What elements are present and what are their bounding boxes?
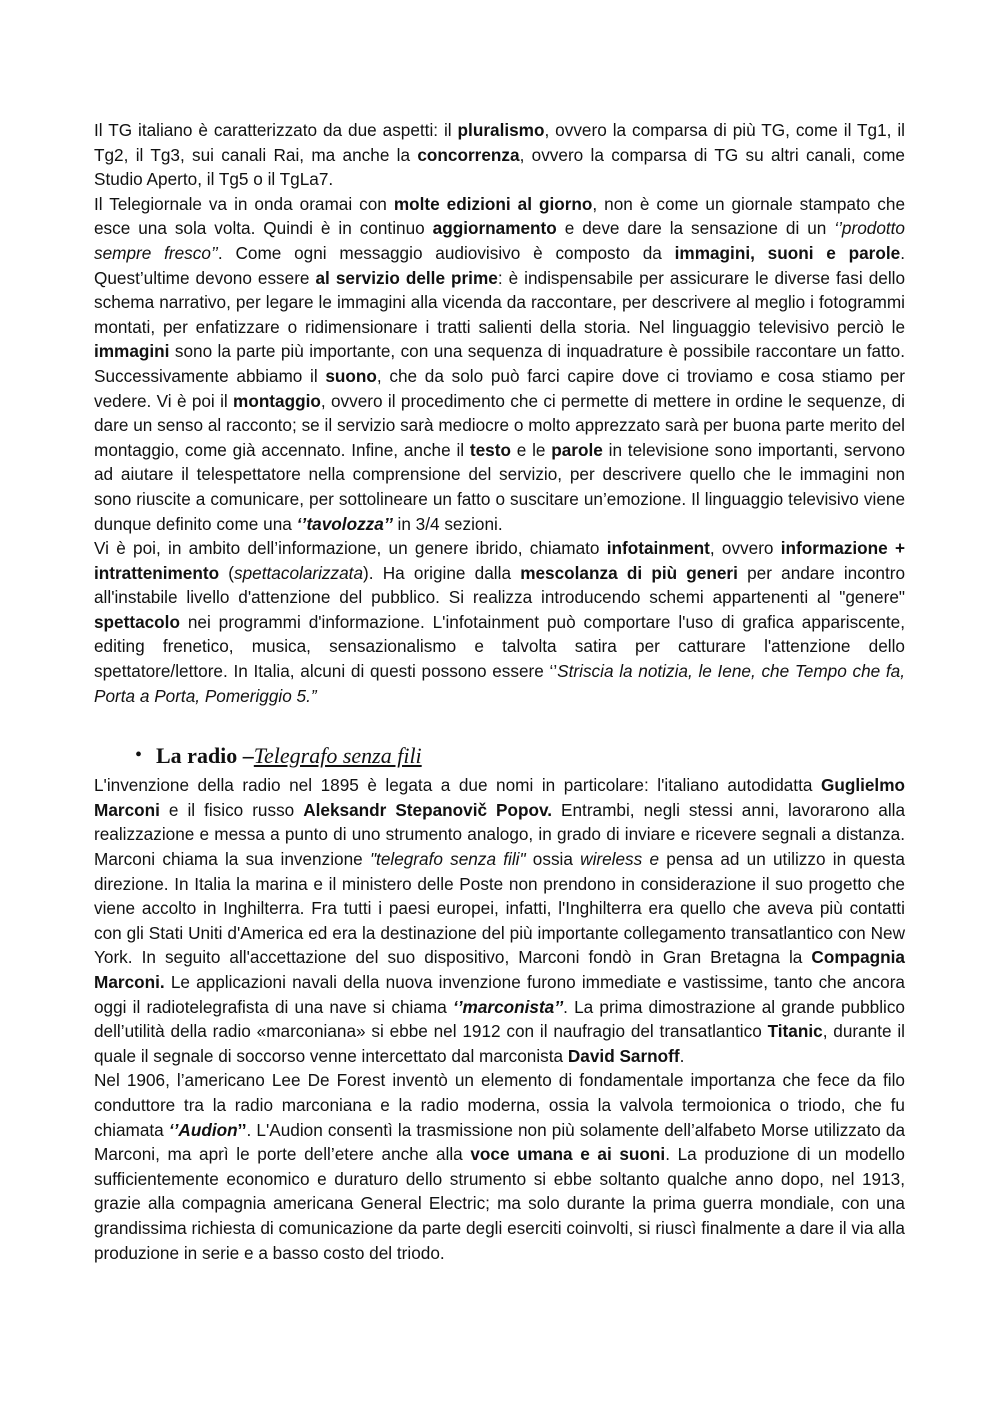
emphasis-run: immagini (94, 341, 170, 362)
text-run: per andare incontro all'instabile livello d'attenzione del pubblico. Si realizza introducendo schemi appartenenti al "genere" (94, 562, 906, 608)
text-run: Le applicazioni navali della nuova invenzione furono immediate e vastissime, tanto che ancora oggi il radiotelegrafista di una nave si chiama (94, 972, 905, 1017)
text-run: Entrambi, negli stessi anni, lavorarono alla realizzazione e messa a punto di uno strumento analogo, in grado di inviare e ricevere segnali a distanza. Marconi chiama la sua invenzione (94, 799, 906, 870)
text-run: , ovvero la comparsa di TG su altri canali, come Studio Aperto, il Tg5 o il TgLa7. (94, 144, 905, 190)
bullet-icon: • (134, 744, 142, 767)
emphasis-run: mescolanza di più generi (520, 562, 738, 583)
text-run: , ovvero (709, 538, 781, 559)
radio-section (94, 773, 905, 1265)
emphasis-run: wireless e (580, 849, 660, 870)
emphasis-run: spettacolo (94, 611, 180, 632)
emphasis-run: Titanic (767, 1021, 823, 1042)
document-page (94, 118, 905, 1265)
text-run: Nel 1906, l’americano Lee De Forest inventò un elemento di fondamentale importanza che fece da filo conduttore tra la radio marconiana e la radio moderna, ossia la valvola termoionica o triodo, che fu chiamata (94, 1070, 905, 1140)
text-run: Il TG italiano è caratterizzato da due aspetti: il (94, 120, 458, 140)
text-run: e le (510, 439, 552, 460)
text-run: , ovvero il procedimento che ci permette di mettere in ordine le sequenze, di dare un senso al racconto; se il servizio sarà mediocre o molto apprezzato sarà per buona parte merito del montaggio, come già accennato. Infine, anche il (94, 390, 905, 460)
paragraph-radio-invention (94, 773, 905, 1068)
text-run: ossia (525, 849, 581, 870)
text-run: , ovvero la comparsa di più TG, come il Tg1, il Tg2, il Tg3, sui canali Rai, ma anche la (94, 120, 905, 165)
emphasis-run: parole (551, 439, 603, 460)
text-run: ( (219, 562, 235, 583)
emphasis-run: ‘’Audion (168, 1119, 238, 1140)
paragraph-telegiornale (94, 192, 905, 536)
emphasis-run: Compagnia Marconi. (94, 947, 905, 992)
text-run: e il fisico russo (159, 799, 304, 820)
emphasis-run: Aleksandr Stepanovič Popov. (303, 799, 553, 820)
text-run: in televisione sono importanti, servono ad aiutare il telespettatore nella comprensione del servizio, per descrivere quello che le immagini non sono riuscite a comunicare, per sottolineare un fatto o suscitare un’emozione. Il linguaggio televisivo viene dunque definito come una (94, 439, 906, 534)
emphasis-run: al servizio delle prime (315, 267, 498, 288)
emphasis-run: spettacolarizzata (234, 562, 364, 583)
emphasis-run: ‘’prodotto sempre fresco’’ (94, 218, 905, 263)
text-run: . La prima dimostrazione al grande pubblico dell’utilità della radio «marconiana» si ebbe nel 1912 con il naufragio del transatlantico (94, 996, 905, 1042)
emphasis-run: suono (325, 365, 377, 386)
emphasis-run: ‘’tavolozza’’ (296, 513, 393, 534)
tg-section (94, 118, 905, 708)
text-run: L'invenzione della radio nel 1895 è legata a due nomi in particolare: l'italiano autodidatta (94, 775, 821, 796)
emphasis-run: testo (469, 439, 511, 460)
emphasis-run: infotainment (606, 538, 710, 559)
text-run: sono la parte più importante, con una sequenza di inquadrature è possibile raccontare un fatto. Successivamente abbiamo il (94, 341, 905, 386)
emphasis-run: montaggio (233, 390, 321, 411)
text-run: : è indispensabile per assicurare le diverse fasi dello schema narrativo, per legare le immagini alla vicenda da raccontare, per descrivere al meglio i fotogrammi montati, per enfatizzare o ridimensionare i tratti salienti della storia. Nel linguaggio televisivo perciò le (94, 267, 906, 337)
emphasis-run: Guglielmo Marconi (94, 775, 905, 820)
emphasis-run: voce umana e ai suoni (470, 1144, 666, 1165)
paragraph-infotainment (94, 536, 905, 708)
emphasis-run: ‘’marconista’’ (452, 996, 564, 1017)
text-run: . Quest’ultime devono essere (94, 242, 905, 288)
text-run: ). Ha origine dalla (363, 562, 521, 583)
paragraph-tg-pluralism (94, 118, 905, 192)
text-run: Il Telegiornale va in onda oramai con (94, 193, 394, 214)
text-run: nei programmi d'informazione. L'infotainment può comportare l'uso di grafica appariscente, editing frenetico, musica, sensazionalismo e talvolta satira per catturare l'attenzione dello spettatore/lettore. In Italia, alcuni di questi possono essere ‘’ (94, 611, 905, 682)
text-run: , durante il quale il segnale di soccorso venne intercettato dal marconista (94, 1021, 905, 1066)
emphasis-run: ’’ (237, 1119, 247, 1140)
text-run: . La produzione di un modello sufficientemente economico e duraturo dello strumento si ebbe soltanto qualche anno dopo, nel 1913, grazie alla compagnia americana General Electric; ma solo durante la prima guerra mondiale, con una grandissima richiesta di comunicazione da parte degli eserciti coinvolti, si riuscì finalmente a dare il via alla produzione in serie e a basso costo del triodo. (94, 1144, 905, 1263)
section-heading-radio (94, 738, 905, 773)
emphasis-run: concorrenza (417, 144, 520, 165)
emphasis-run: informazione + intrattenimento (94, 538, 905, 583)
section-subtitle: Telegrafo senza fili (253, 742, 422, 768)
text-run: , che da solo può farci capire dove ci troviamo e cosa stiamo per vedere. Vi è poi il (94, 365, 905, 411)
emphasis-run: "telegrafo senza fili" (369, 849, 526, 870)
text-run: . Come ogni messaggio audiovisivo è composto da (217, 242, 675, 263)
text-run: in 3/4 sezioni. (392, 513, 503, 534)
paragraph-audion (94, 1068, 905, 1265)
emphasis-run: pluralismo (457, 120, 545, 140)
text-run: . L'Audion consentì la trasmissione non più solamente dell’alfabeto Morse utilizzato da Marconi, ma aprì le porte dell’etere anche alla (94, 1119, 906, 1165)
emphasis-run: Striscia la notizia, le Iene, che Tempo che fa, Porta a Porta, Pomeriggio 5.” (94, 661, 906, 706)
text-run: pensa ad un utilizzo in questa direzione. In Italia la marina e il ministero delle Poste non prendono in considerazione il suo progetto che viene accolto in Inghilterra. Fra tutti i paesi europei, infatti, l'Inghilterra era quello che aveva più contatti con gli Stati Uniti d'America ed era la destinazione del più importante collegamento transatlantico con New York. In seguito all'accettazione del suo dispositivo, Marconi fondò in Gran Bretagna la (94, 849, 905, 968)
emphasis-run: molte edizioni al giorno (393, 193, 593, 214)
section-title: La radio – (156, 742, 254, 768)
text-run: Vi è poi, in ambito dell’informazione, un genere ibrido, chiamato (94, 538, 607, 559)
text-run: , non è come un giornale stampato che esce una sola volta. Quindi è in continuo (94, 193, 906, 239)
emphasis-run: David Sarnoff (567, 1045, 680, 1066)
text-run: . (679, 1045, 685, 1066)
emphasis-run: aggiornamento (432, 218, 557, 239)
emphasis-run: immagini, suoni e parole (674, 242, 901, 263)
text-run: e deve dare la sensazione di un (556, 218, 835, 239)
